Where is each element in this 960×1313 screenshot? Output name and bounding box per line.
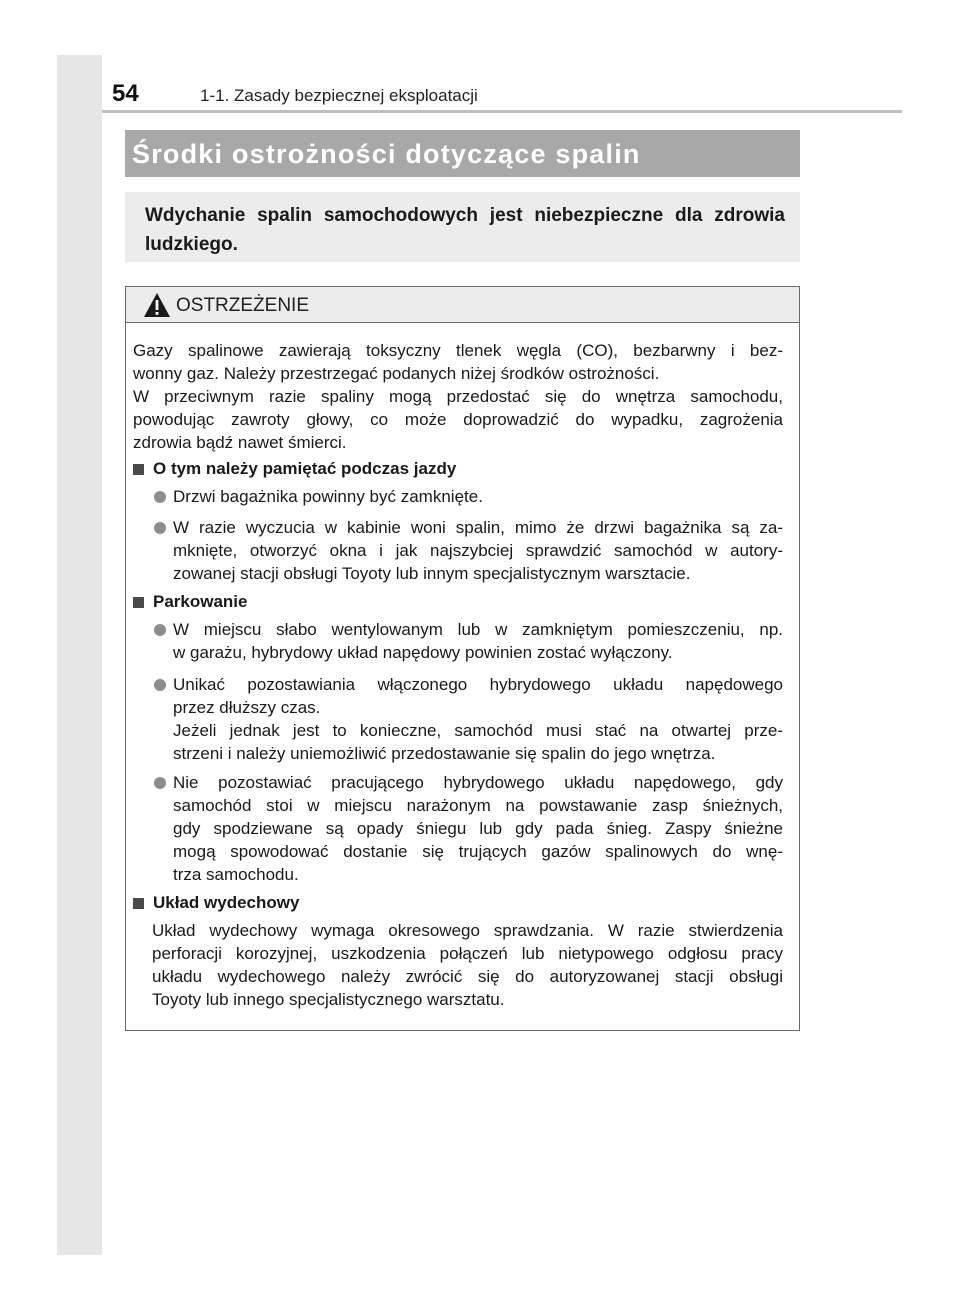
subheading-exhaust: Układ wydechowy	[153, 893, 300, 912]
circle-bullet-icon	[154, 679, 166, 691]
intro-line: Wdychanie spalin samochodowych jest niebezpieczne dla zdrowia	[145, 205, 785, 226]
text-line: układu wydechowego należy zwrócić się do autoryzowanej stacji obsługi	[152, 967, 783, 986]
list-item	[173, 618, 783, 664]
circle-bullet-icon	[154, 522, 166, 534]
square-bullet-icon	[133, 464, 144, 475]
text-line: W razie wyczucia w kabinie woni spalin, mimo że drzwi bagażnika są za-	[173, 518, 783, 537]
text-line: Układ wydechowy wymaga okresowego sprawdzania. W razie stwierdzenia	[152, 921, 783, 940]
text-line: W przeciwnym razie spaliny mogą przedostać się do wnętrza samochodu,	[133, 387, 783, 406]
intro-line: ludzkiego.	[145, 234, 238, 255]
text-line: powodując zawroty głowy, co może doprowadzić do wypadku, zagrożenia	[133, 410, 783, 429]
text-line: trza samochodu.	[173, 865, 299, 884]
text-line: mogą spowodować dostanie się trujących gazów spalinowych do wnę-	[173, 842, 783, 861]
text-line: perforacji korozyjnej, uszkodzenia połączeń lub nietypowego odgłosu pracy	[152, 944, 783, 963]
circle-bullet-icon	[154, 624, 166, 636]
warning-triangle-icon	[143, 292, 171, 318]
warning-label: OSTRZEŻENIE	[176, 295, 310, 316]
text-line: W miejscu słabo wentylowanym lub w zamkniętym pomieszczeniu, np.	[173, 620, 783, 639]
square-bullet-icon	[133, 597, 144, 608]
text-line: mknięte, otworzyć okna i jak najszybciej sprawdzić samochód w autory-	[173, 541, 783, 560]
warning-intro	[133, 339, 783, 454]
text-line: zowanej stacji obsługi Toyoty lub innym specjalistycznym warsztacie.	[173, 564, 691, 583]
subheading-driving: O tym należy pamiętać podczas jazdy	[153, 459, 457, 478]
list-item	[173, 516, 783, 585]
text-line: wonny gaz. Należy przestrzegać podanych niżej środków ostrożności.	[133, 364, 660, 383]
circle-bullet-icon	[154, 777, 166, 789]
intro-text	[145, 201, 785, 259]
header-divider	[102, 110, 902, 113]
square-bullet-icon	[133, 898, 144, 909]
page-side-strip	[57, 55, 102, 1255]
text-line: Drzwi bagażnika powinny być zamknięte.	[173, 487, 483, 506]
text-line: Jeżeli jednak jest to konieczne, samochód musi stać na otwartej prze-	[173, 721, 783, 740]
text-line: Nie pozostawiać pracującego hybrydowego układu napędowego, gdy	[173, 773, 783, 792]
text-line: zdrowia bądź nawet śmierci.	[133, 433, 347, 452]
text-line: Gazy spalinowe zawierają toksyczny tlenek węgla (CO), bezbarwny i bez-	[133, 341, 783, 360]
text-line: przez dłuższy czas.	[173, 698, 321, 717]
section-title: Środki ostrożności dotyczące spalin	[132, 139, 641, 169]
chapter-title: 1-1. Zasady bezpiecznej eksploatacji	[200, 86, 478, 105]
list-item	[173, 771, 783, 886]
exhaust-body	[152, 919, 783, 1011]
text-line: samochód stoi w miejscu narażonym na powstawanie zasp śnieżnych,	[173, 796, 783, 815]
page-number: 54	[112, 80, 139, 107]
text-line: gdy spodziewane są opady śniegu lub gdy pada śnieg. Zaspy śnieżne	[173, 819, 783, 838]
circle-bullet-icon	[154, 491, 166, 503]
list-item	[173, 485, 783, 508]
text-line: w garażu, hybrydowy układ napędowy powinien zostać wyłączony.	[173, 643, 673, 662]
text-line: Unikać pozostawiania włączonego hybrydowego układu napędowego	[173, 675, 783, 694]
text-line: strzeni i należy uniemożliwić przedostawanie się spalin do jego wnętrza.	[173, 744, 716, 763]
subheading-parking: Parkowanie	[153, 592, 248, 611]
warning-header	[126, 287, 799, 323]
text-line: Toyoty lub innego specjalistycznego warsztatu.	[152, 990, 505, 1009]
list-item	[173, 673, 783, 765]
